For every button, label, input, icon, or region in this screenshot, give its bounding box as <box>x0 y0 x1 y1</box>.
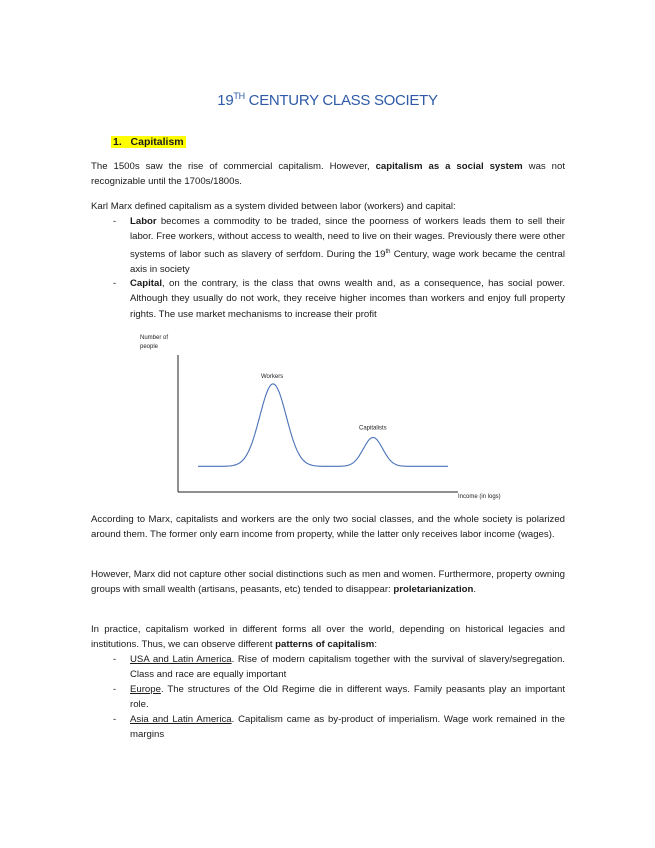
title-superscript: TH <box>233 91 245 101</box>
bullet-labor-text-b: Century, wage work became the central axis in society <box>130 248 565 276</box>
bullet-asia-latin-america <box>91 712 565 742</box>
bullet-usa-text-a: . Rise of modern capitalism together with the survival of slavery/segregation. Class and race are equally important <box>130 654 565 681</box>
bullet-usa-latin-america <box>91 652 565 682</box>
bullet-europe <box>91 682 565 712</box>
bullet-usa-text <box>130 652 565 683</box>
series-label-capitalists: Capitalists <box>359 425 387 432</box>
bullet-asia-underlined: Asia and Latin America <box>130 714 232 725</box>
bullet-labor <box>91 214 565 276</box>
para4-text-b: . <box>473 584 477 596</box>
paragraph-commercial-capitalism <box>91 159 565 190</box>
bullet-asia-text <box>130 712 565 743</box>
para1-text-a: The 1500s saw the rise of commercial capitalism. However, <box>91 161 376 172</box>
bullet-dash: - <box>113 278 117 289</box>
bullet-labor-text <box>130 214 565 277</box>
paragraph-patterns <box>91 622 565 653</box>
series-label-workers: Workers <box>261 373 284 380</box>
class-distribution-chart <box>130 330 530 505</box>
para1-text-b: was not recognizable until the 1700s/1800s. <box>91 161 566 188</box>
paragraph-proletarianization <box>91 567 565 598</box>
bullet-capital-text-a: , on the contrary, is the class that owns wealth and, as a consequence, has social power. Although they usually do not work, they receive higher incomes than workers and enjoy full property rights. The use market mechanisms to increase their profit <box>130 278 565 320</box>
bullet-usa-underlined: USA and Latin America <box>130 654 232 665</box>
paragraph-marx-definition: Karl Marx defined capitalism as a system divided between labor (workers) and capital: <box>91 201 456 212</box>
section-label: Capitalism <box>130 136 184 148</box>
paragraph-two-classes: According to Marx, capitalists and workers are the only two social classes, and the whole society is polarized around them. The former only earn income from property, while the latter only receives labor income (wages). <box>91 514 565 541</box>
document-title <box>0 91 655 109</box>
bullet-labor-text-a: becomes a commodity to be traded, since the poorness of workers leads them to sell their labor. Free workers, without access to wealth, need to live on their wages. Previously there were other systems of labor such as slavery of serfdom. During the 19 <box>130 216 565 260</box>
distribution-curve <box>198 384 448 467</box>
bullet-labor-bold: Labor <box>130 216 157 227</box>
bullet-dash: - <box>113 654 117 665</box>
title-number: 19 <box>217 92 234 109</box>
bullet-dash: - <box>113 216 117 227</box>
bullet-asia-text-a: . Capitalism came as by-product of imperialism. Wage work remained in the margins <box>130 714 565 741</box>
para4-bold: proletarianization <box>393 584 474 596</box>
y-axis-label-line2: people <box>140 344 159 350</box>
bullet-dash: - <box>113 714 117 725</box>
para5-text-b: : <box>374 639 378 651</box>
para1-bold: capitalism as a social system <box>375 161 523 172</box>
bullet-capital-text <box>130 276 565 322</box>
bullet-europe-text <box>130 682 565 713</box>
bullet-labor-sup: th <box>385 248 391 255</box>
para5-bold: patterns of capitalism <box>275 639 375 651</box>
bullet-dash: - <box>113 684 117 695</box>
bullet-europe-underlined: Europe <box>130 684 161 695</box>
title-text: CENTURY CLASS SOCIETY <box>244 92 438 109</box>
bullet-europe-text-a: . The structures of the Old Regime die in different ways. Family peasants play an important role. <box>130 684 565 711</box>
x-axis-label: Income (in logs) <box>458 494 501 500</box>
section-number: 1. <box>113 136 122 148</box>
para5-text-a: In practice, capitalism worked in different forms all over the world, depending on historical legacies and institutions. Thus, we can observe different <box>91 624 565 651</box>
bullet-capital-bold: Capital <box>130 278 162 289</box>
para4-text-a: However, Marx did not capture other social distinctions such as men and women. Furthermore, property owning groups with small wealth (artisans, peasants, etc) tended to disappear: <box>91 569 565 596</box>
y-axis-label-line1: Number of <box>140 335 169 341</box>
bullet-capital <box>91 276 565 322</box>
section-heading-capitalism <box>111 136 186 148</box>
